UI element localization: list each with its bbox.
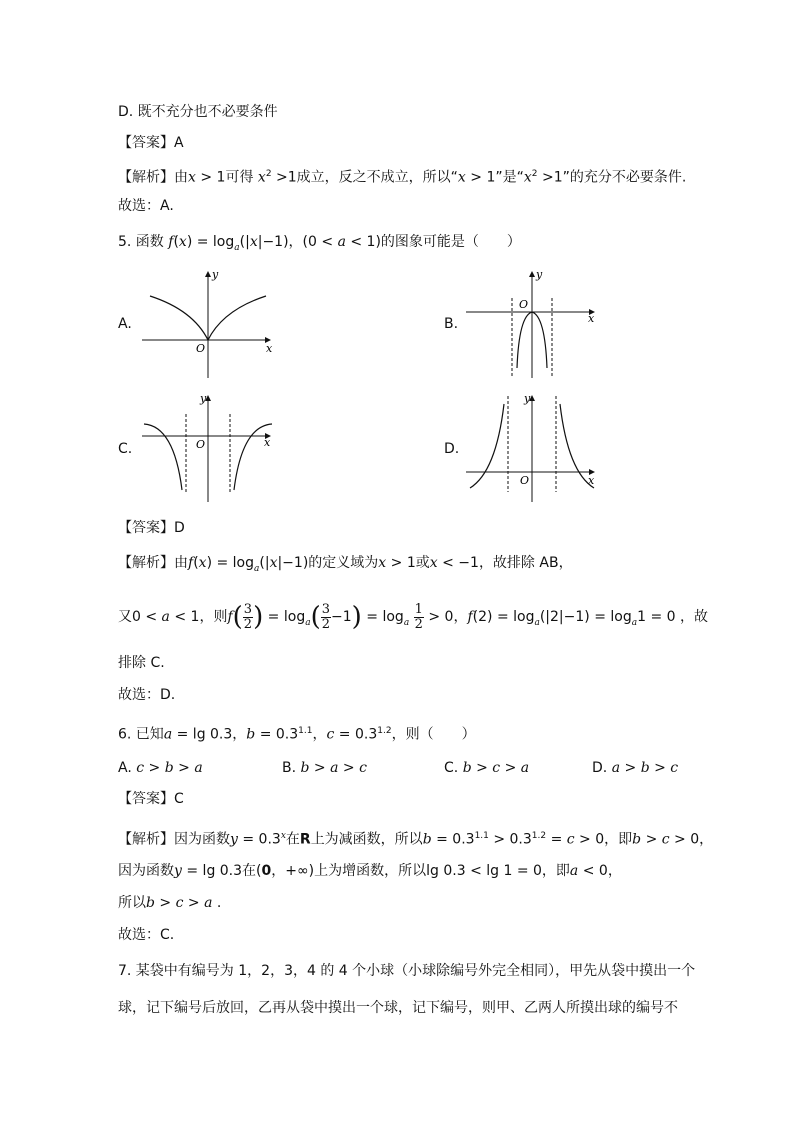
graph-label-d: D. bbox=[444, 441, 460, 457]
y-axis-label: y bbox=[536, 268, 543, 281]
y-axis-label: y bbox=[524, 392, 531, 405]
origin-label: O bbox=[519, 298, 529, 311]
question-7-line1: 7. 某袋中有编号为 1，2，3，4 的 4 个小球（小球除编号外完全相同），甲先从袋中摸出一个 bbox=[118, 963, 696, 979]
q6-option-c[interactable]: C. b > c > a bbox=[444, 760, 530, 776]
y-axis-label: y bbox=[212, 268, 219, 281]
option-d: D. 既不充分也不必要条件 bbox=[118, 104, 278, 120]
question-5-stem: 5. 函数 $f(x) = \log_a(|x|-1)$，(0 < a < 1)的图象可能是（ ） bbox=[118, 234, 521, 253]
explanation-q5-line1: 【解析】由$f(x) = \log_a(|x|-1)$的定义域为x > 1或x < −1，故排除 AB， bbox=[118, 555, 573, 574]
graph-a bbox=[138, 268, 278, 383]
graph-d bbox=[462, 392, 602, 507]
explanation-q5-line2: 又0 < a < 1，则f( $\frac{3}{2}$ ) = $\log_a$( $\frac{3}{2}$ $-1) = \log_a$ $\frac{1}{2}$ > 0，$f(2) = \log_a(|2|-1) = \log_a1 = 0$ ，故 bbox=[118, 601, 708, 632]
explanation-q5-line3: 排除 C. bbox=[118, 655, 165, 671]
explanation-q6-line1: 【解析】因为函数$y = 0.3^x$在R上为减函数，所以$b = 0.3^{1.1} > 0.3^{1.2} = c > 0$，即b > c > 0， bbox=[118, 831, 714, 848]
answer-q5: 【答案】D bbox=[118, 520, 185, 536]
x-axis-label: x bbox=[264, 436, 271, 449]
graph-b bbox=[462, 268, 602, 383]
question-7-line2: 球，记下编号后放回，乙再从袋中摸出一个球，记下编号，则甲、乙两人所摸出球的编号不 bbox=[118, 1000, 678, 1016]
origin-label: O bbox=[196, 342, 206, 355]
conclusion-q6: 故选：C. bbox=[118, 927, 175, 943]
answer-q4: 【答案】A bbox=[118, 135, 184, 151]
x-axis-label: x bbox=[588, 312, 595, 325]
y-axis-label: y bbox=[200, 392, 207, 405]
explanation-q6-line3: 所以b > c > a . bbox=[118, 895, 222, 911]
explanation-q4: 【解析】由x > 1可得 $x^2 >1$成立，反之不成立，所以“x > 1”是“$x^2 >1$”的充分不必要条件. bbox=[118, 169, 687, 186]
x-axis-label: x bbox=[266, 342, 273, 355]
q6-option-b[interactable]: B. b > a > c bbox=[282, 760, 367, 776]
graph-label-b: B. bbox=[444, 316, 459, 332]
origin-label: O bbox=[520, 474, 530, 487]
answer-q6: 【答案】C bbox=[118, 791, 184, 807]
explanation-q6-line2: 因为函数y = lg 0.3在(0，+∞)上为增函数，所以lg 0.3 < lg 1 = 0，即a < 0， bbox=[118, 863, 622, 879]
graph-c bbox=[138, 392, 278, 507]
graph-label-a: A. bbox=[118, 316, 132, 332]
x-axis-label: x bbox=[588, 474, 595, 487]
q6-option-d[interactable]: D. a > b > c bbox=[592, 760, 679, 776]
q6-option-a[interactable]: A. c > b > a bbox=[118, 760, 203, 776]
conclusion-q4: 故选：A. bbox=[118, 198, 174, 214]
graph-label-c: C. bbox=[118, 441, 133, 457]
conclusion-q5: 故选：D. bbox=[118, 687, 176, 703]
origin-label: O bbox=[196, 438, 206, 451]
question-6-stem: 6. 已知a = lg 0.3，$b = 0.3^{1.1}$，$c = 0.3^{1.2}$，则（ ） bbox=[118, 726, 476, 743]
